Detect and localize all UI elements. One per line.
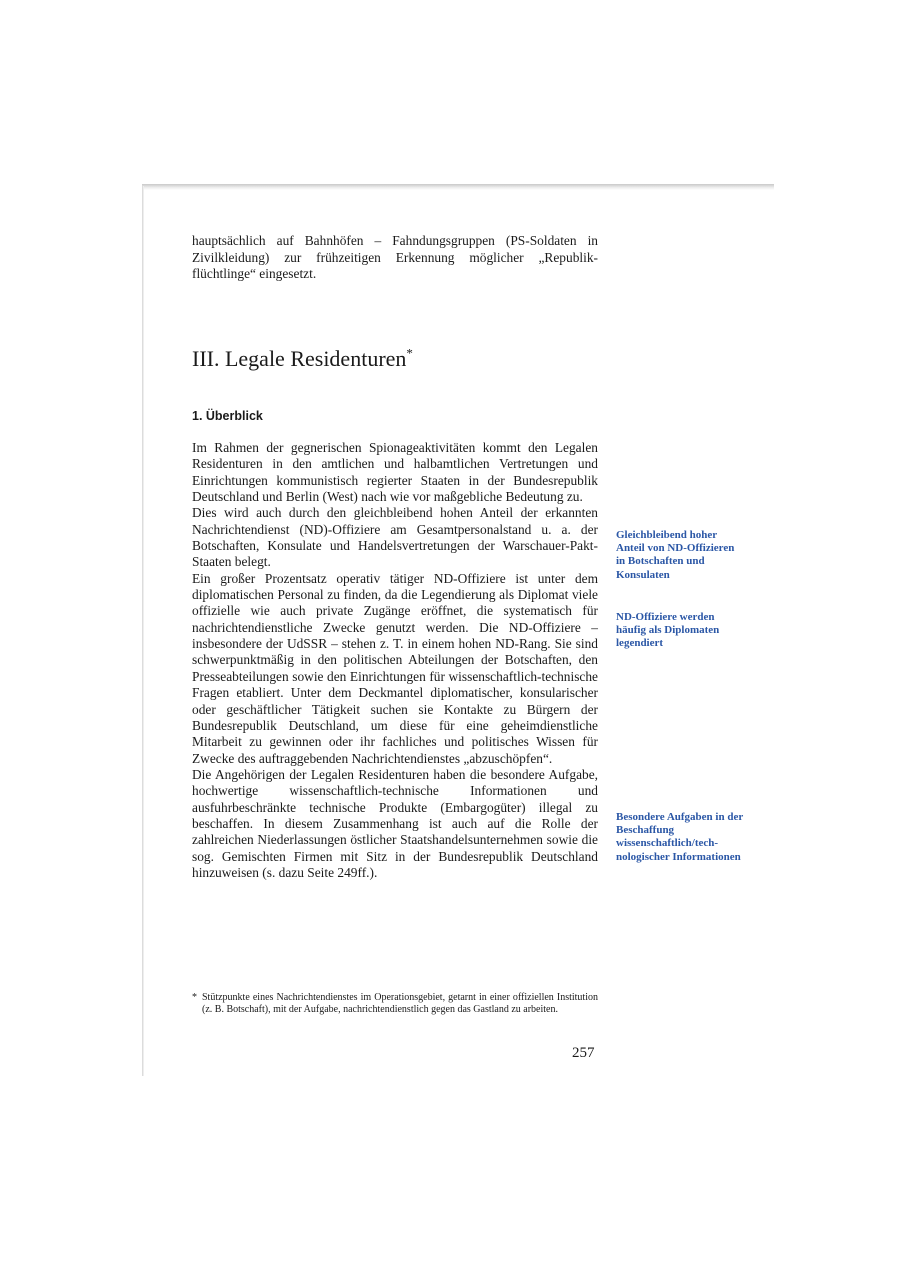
- paragraph-1: Im Rahmen der gegnerischen Spionageaktivitäten kommt den Legalen Residenturen in den amtlichen und halbamtlichen Vertretungen und Einrichtungen kommunistisch regierter Staaten in der Bundesrepublik Deutschland und Berlin (West) nach wie vor maßgebliche Bedeutung zu.: [192, 440, 598, 505]
- subsection-heading: 1. Überblick: [192, 409, 263, 423]
- page-number: 257: [572, 1045, 595, 1061]
- section-footnote-marker: *: [406, 345, 413, 361]
- scan-shadow-top: [142, 184, 774, 190]
- margin-note-2: ND-Offiziere werden häufig als Diplomaten legendiert: [616, 611, 720, 650]
- paragraph-3: Ein großer Prozentsatz operativ tätiger ND-Offiziere ist unter dem diplomatischen Personal zu finden, da die Legendierung als Diplomat viele offizielle wie auch private Zugänge eröffnet, die systematisch für nachrichtendienstliche Zwecke genutzt werden. Die ND-Offiziere – insbesondere der UdSSR – stehen z. T. in einem hohen ND-Rang. Sie sind schwerpunktmäßig in den politischen Abteilungen der Botschaften, den Presseabteilungen sowie den Einrichtungen für wissenschaftlich-technische Fragen etabliert. Unter dem Deckmantel diplomatischer, konsularischer oder geschäftlicher Tätigkeit suchen sie Kontakte zu Bürgern der Bundesrepublik Deutschland, um diese für eine geheimdienstliche Mitarbeit zu gewinnen oder ihr fachliches und politisches Wissen für Zwecke des auftraggebenden Nachrichtendienstes „abzuschöpfen“.: [192, 570, 598, 766]
- margin-note-3: Besondere Aufgaben in der Beschaffung wissenschaftlich/technologischer Informationen: [616, 811, 744, 863]
- margin-note-1: Gleichbleibend hoher Anteil von ND-Offizieren in Botschaften und Konsulaten: [616, 529, 735, 581]
- intro-paragraph: hauptsächlich auf Bahnhöfen – Fahndungsgruppen (PS-Soldaten in Zivilkleidung) zur frühzeitigen Erkennung möglicher „Republikflüchtlinge“ eingesetzt.: [192, 233, 598, 281]
- footnote-marker: *: [192, 992, 197, 1003]
- body-text: [192, 440, 598, 881]
- footnote-text: Stützpunkte eines Nachrichtendienstes im Operationsgebiet, getarnt in einer offiziellen Institution (z. B. Botschaft), mit der Aufgabe, nachrichtendienstlich gegen das Gastland zu arbeiten.: [202, 992, 598, 1015]
- section-title: III. Legale Residenturen: [192, 346, 407, 371]
- paragraph-2: Dies wird auch durch den gleichbleibend hohen Anteil der erkannten Nachrichtendienst (ND)-Offiziere am Gesamtpersonalstand u. a. der Botschaften, Konsulate und Handelsvertretungen der Warschauer-Pakt-Staaten belegt.: [192, 505, 598, 570]
- section-heading: [192, 346, 413, 372]
- footnote: [192, 992, 598, 1016]
- scan-shadow-left: [142, 186, 144, 1076]
- paragraph-4: Die Angehörigen der Legalen Residenturen haben die besondere Aufgabe, hochwertige wissenschaftlich-technische Informationen und ausfuhrbeschränkte technische Produkte (Embargogüter) illegal zu beschaffen. In diesem Zusammenhang ist auch auf die Rolle der zahlreichen Niederlassungen östlicher Staatshandelsunternehmen sowie die sog. Gemischten Firmen mit Sitz in der Bundesrepublik Deutschland hinzuweisen (s. dazu Seite 249ff.).: [192, 766, 598, 880]
